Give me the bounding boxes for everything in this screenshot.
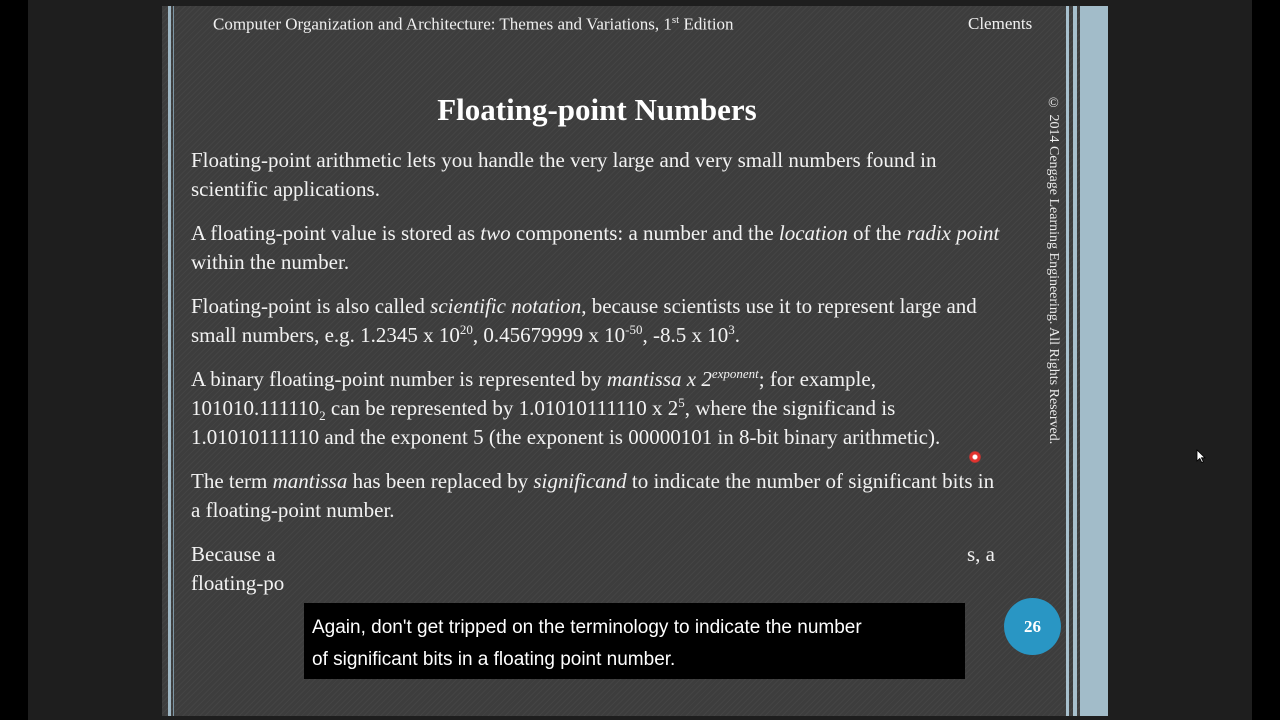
laser-pointer-icon — [969, 451, 981, 463]
header-author: Clements — [968, 14, 1033, 33]
paragraph-partially-hidden: Because a s, a floating-po — [191, 542, 995, 595]
right-border-stripe — [1066, 6, 1069, 716]
paragraph-binary-representation: A binary floating-point number is represented by mantissa x $2^{exponent}$; for example, $101010.111110_2$ can be represented by 1.01010111110 x $2^5$, where the significand is 1.01010111110 and the exponent 5 (the exponent is 00000101 in 8-bit binary arithmetic). — [191, 366, 941, 449]
paragraph-scientific-notation: Floating-point is also called scientific notation, because scientists use it to represent large and small numbers, e.g. 1.2345 x $10^{20}$, 0.45679999 x $10^{-50}$, -8.5 x $10^3$. — [191, 294, 977, 347]
caption-line-2: of significant bits in a floating point number. — [312, 649, 676, 670]
right-border-band — [1080, 6, 1108, 716]
letterbox-left — [0, 0, 28, 720]
right-border-stripe — [1073, 6, 1077, 716]
paragraph-floating-point-intro: Floating-point arithmetic lets you handle the very large and very small numbers found in scientific applications. — [191, 148, 937, 201]
paragraph-significand: The term mantissa has been replaced by significand to indicate the number of significant bits in a floating-point number. — [191, 469, 995, 522]
letterbox-right — [1252, 0, 1280, 720]
caption-line-1: Again, don't get tripped on the terminology to indicate the number — [312, 617, 862, 638]
header-book-title: Computer Organization and Architecture: Themes and Variations, 1st Edition — [213, 14, 734, 34]
page-number-badge: 26 — [1004, 598, 1061, 655]
copyright-notice: © 2014 Cengage Learning Engineering. All Rights Reserved. — [1046, 96, 1061, 445]
slide-body — [191, 146, 1003, 613]
subtitle-caption — [304, 603, 965, 679]
mouse-pointer-icon — [1196, 449, 1206, 463]
slide-title: Floating-point Numbers — [437, 92, 757, 127]
paragraph-components: A floating-point value is stored as two components: a number and the location of the radix point within the number. — [191, 221, 1000, 274]
